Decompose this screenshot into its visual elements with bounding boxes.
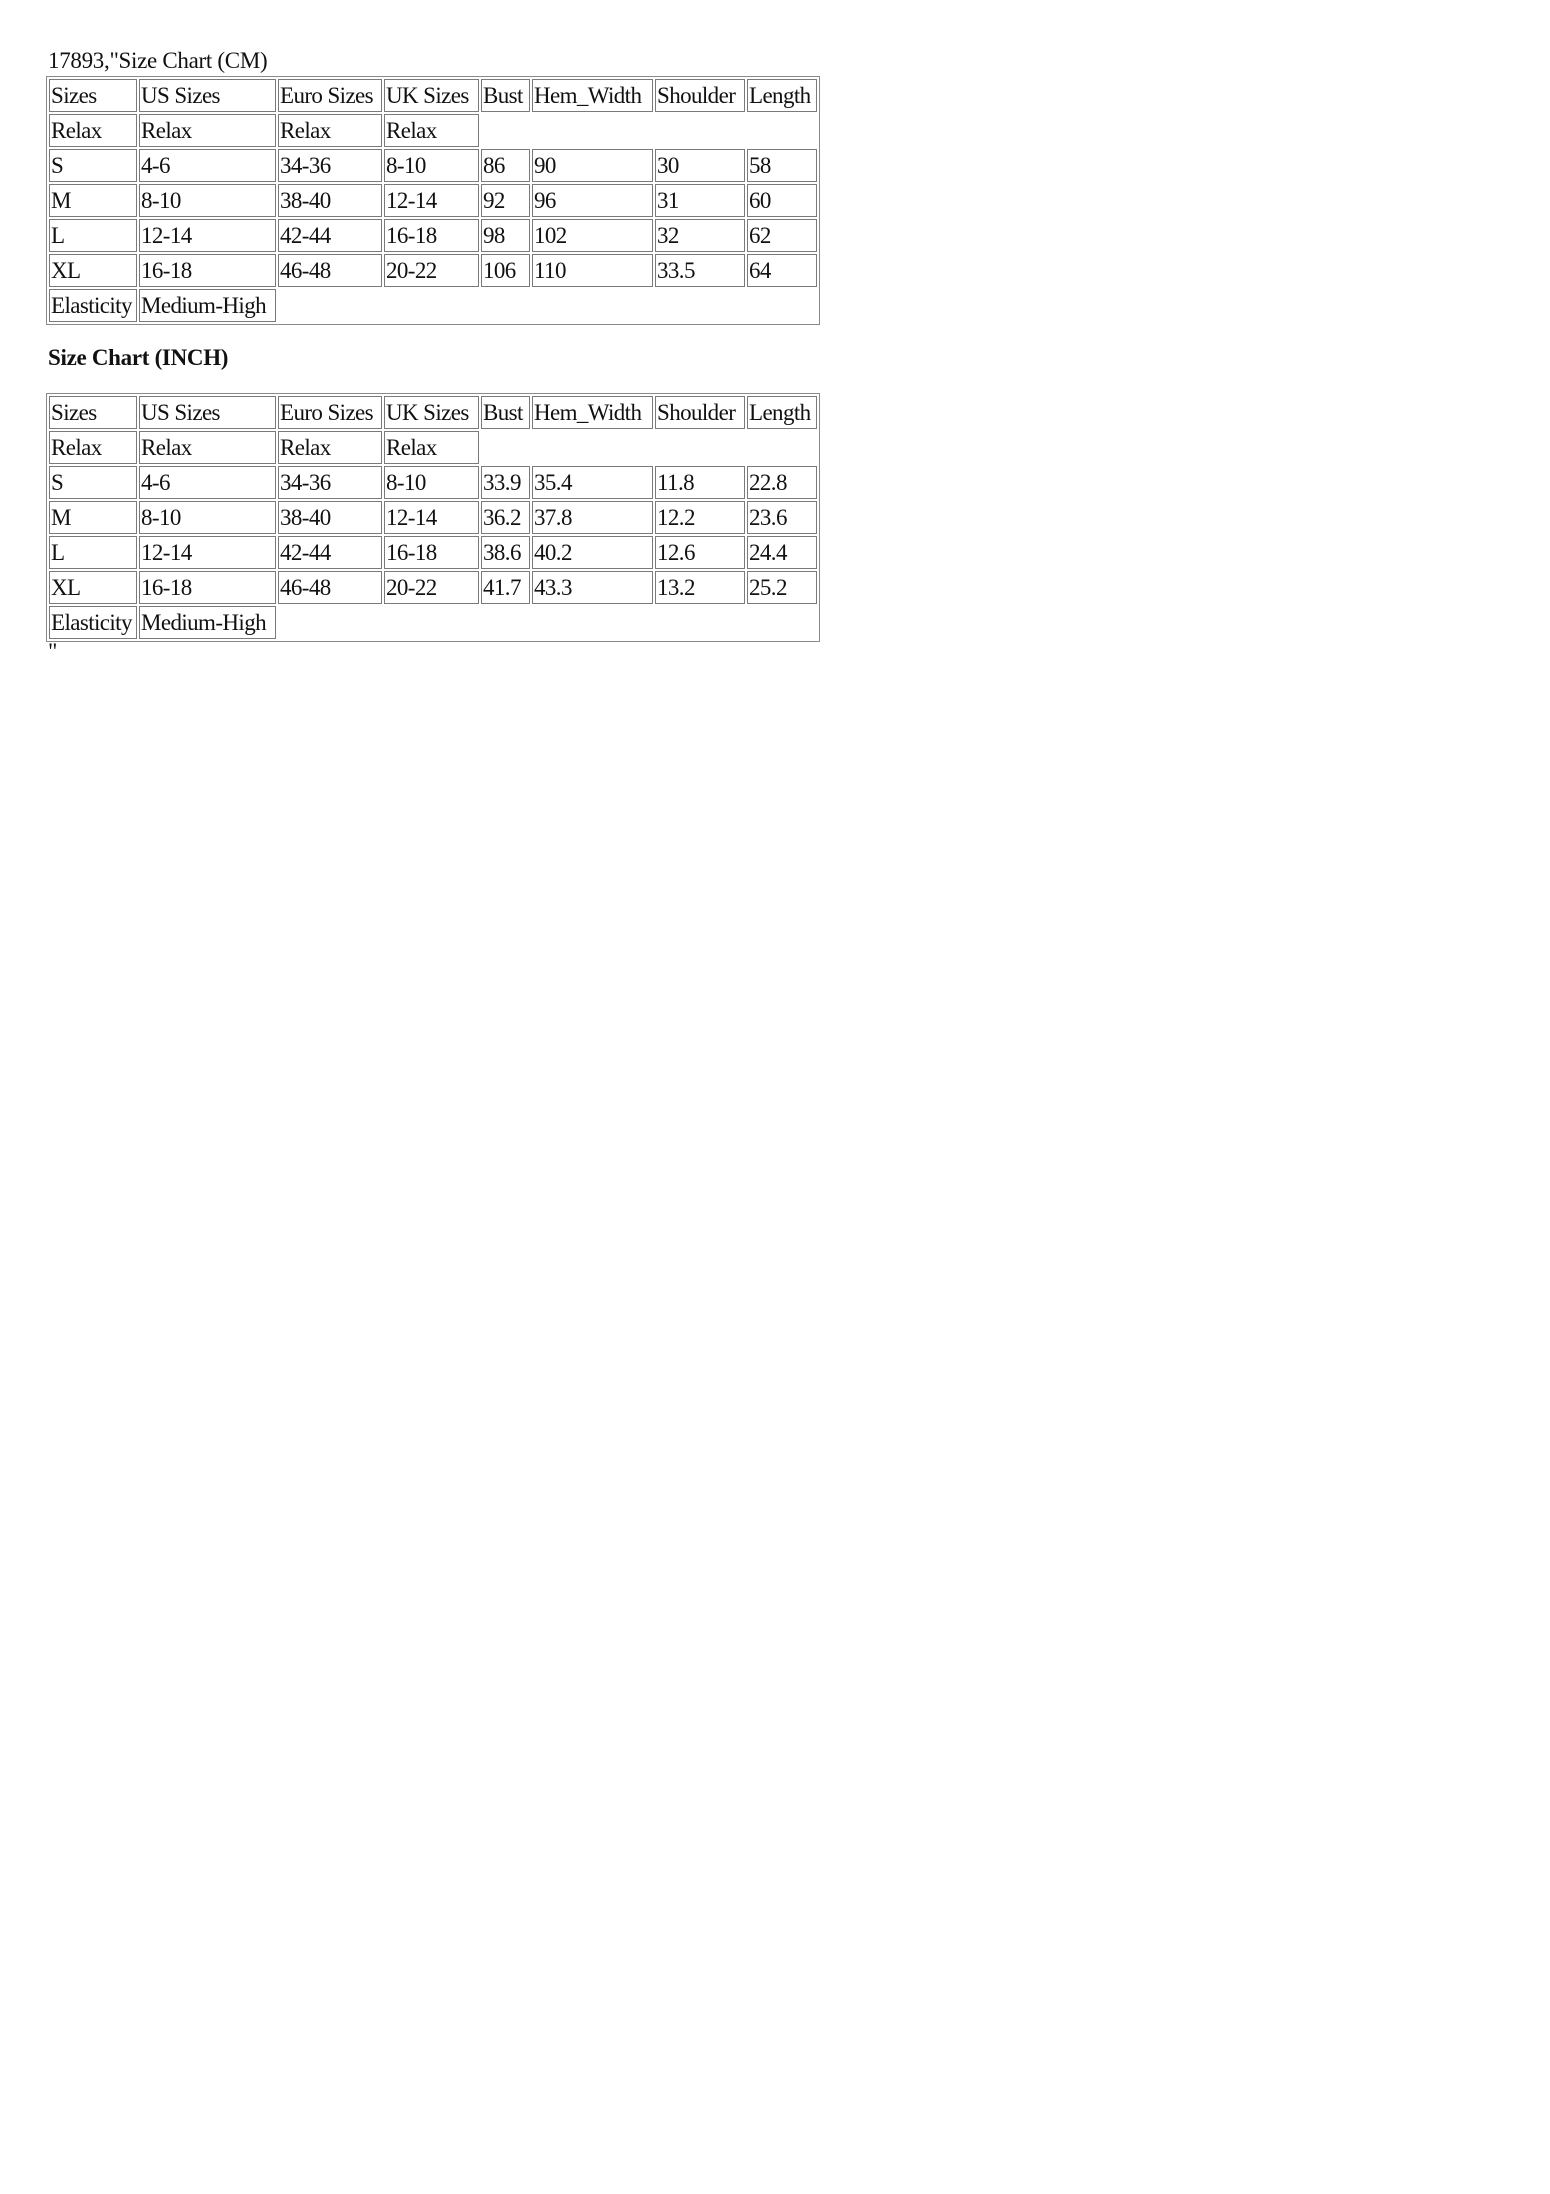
table-cell: 38.6 bbox=[481, 536, 530, 569]
table-cell: 34-36 bbox=[278, 466, 382, 499]
header-cell-us-sizes: US Sizes bbox=[139, 396, 276, 429]
relax-row bbox=[49, 431, 817, 464]
empty-cell bbox=[481, 431, 817, 464]
header-cell-shoulder: Shoulder bbox=[655, 79, 745, 112]
table-header-row bbox=[49, 79, 817, 112]
header-cell-sizes: Sizes bbox=[49, 79, 137, 112]
table-cell: 4-6 bbox=[139, 466, 276, 499]
table-cell: 12.6 bbox=[655, 536, 745, 569]
table-cell: Medium-High bbox=[139, 289, 276, 322]
table-cell: 8-10 bbox=[384, 149, 479, 182]
table-row bbox=[49, 571, 817, 604]
table-cell: XL bbox=[49, 571, 137, 604]
table-cell: 106 bbox=[481, 254, 530, 287]
table-cell: 102 bbox=[532, 219, 653, 252]
table-cell: 16-18 bbox=[384, 536, 479, 569]
table-row bbox=[49, 501, 817, 534]
table-cell: 46-48 bbox=[278, 254, 382, 287]
table-cell: 16-18 bbox=[139, 254, 276, 287]
table-cell: 8-10 bbox=[139, 501, 276, 534]
table-cell: 98 bbox=[481, 219, 530, 252]
inch-size-table bbox=[46, 393, 820, 642]
table-cell: 12-14 bbox=[384, 501, 479, 534]
table-cell: 12-14 bbox=[139, 536, 276, 569]
header-cell-bust: Bust bbox=[481, 79, 530, 112]
table-cell: Elasticity bbox=[49, 289, 137, 322]
table-cell: 12-14 bbox=[384, 184, 479, 217]
table-cell: 42-44 bbox=[278, 219, 382, 252]
empty-cell bbox=[278, 606, 817, 639]
document-page bbox=[48, 46, 820, 662]
closing-quote-text: " bbox=[48, 639, 58, 664]
table-cell: Relax bbox=[139, 431, 276, 464]
table-cell: 38-40 bbox=[278, 501, 382, 534]
table-cell: 37.8 bbox=[532, 501, 653, 534]
table-cell: Relax bbox=[49, 431, 137, 464]
table-cell: 22.8 bbox=[747, 466, 817, 499]
elasticity-row bbox=[49, 606, 817, 639]
table-cell: 60 bbox=[747, 184, 817, 217]
table-cell: Relax bbox=[384, 431, 479, 464]
table-cell: 25.2 bbox=[747, 571, 817, 604]
table-cell: S bbox=[49, 149, 137, 182]
table-cell: 38-40 bbox=[278, 184, 382, 217]
table-row bbox=[49, 536, 817, 569]
empty-cell bbox=[278, 289, 817, 322]
table-cell: 13.2 bbox=[655, 571, 745, 604]
header-cell-bust: Bust bbox=[481, 396, 530, 429]
table-cell: 35.4 bbox=[532, 466, 653, 499]
table-cell: 62 bbox=[747, 219, 817, 252]
header-cell-euro-sizes: Euro Sizes bbox=[278, 79, 382, 112]
table-cell: Relax bbox=[139, 114, 276, 147]
table-cell: 46-48 bbox=[278, 571, 382, 604]
table-cell: 64 bbox=[747, 254, 817, 287]
table-cell: 36.2 bbox=[481, 501, 530, 534]
table-cell: 96 bbox=[532, 184, 653, 217]
table-cell: 23.6 bbox=[747, 501, 817, 534]
cm-size-table bbox=[46, 76, 820, 325]
table-cell: 33.9 bbox=[481, 466, 530, 499]
table-cell: 12.2 bbox=[655, 501, 745, 534]
table-cell: 34-36 bbox=[278, 149, 382, 182]
table-cell: Relax bbox=[278, 114, 382, 147]
header-cell-uk-sizes: UK Sizes bbox=[384, 79, 479, 112]
table-cell: 24.4 bbox=[747, 536, 817, 569]
empty-cell bbox=[481, 114, 817, 147]
table-row bbox=[49, 254, 817, 287]
table-cell: 92 bbox=[481, 184, 530, 217]
table-header-row bbox=[49, 396, 817, 429]
table-cell: M bbox=[49, 184, 137, 217]
table-row bbox=[49, 149, 817, 182]
table-cell: 4-6 bbox=[139, 149, 276, 182]
cm-chart-heading: 17893,"Size Chart (CM) bbox=[48, 48, 268, 73]
table-cell: 20-22 bbox=[384, 254, 479, 287]
table-cell: 33.5 bbox=[655, 254, 745, 287]
header-cell-hem-width: Hem_Width bbox=[532, 79, 653, 112]
elasticity-row bbox=[49, 289, 817, 322]
header-cell-us-sizes: US Sizes bbox=[139, 79, 276, 112]
inch-chart-heading: Size Chart (INCH) bbox=[48, 345, 229, 370]
table-cell: 110 bbox=[532, 254, 653, 287]
header-cell-uk-sizes: UK Sizes bbox=[384, 396, 479, 429]
table-cell: L bbox=[49, 219, 137, 252]
table-cell: 42-44 bbox=[278, 536, 382, 569]
table-cell: 32 bbox=[655, 219, 745, 252]
table-cell: 8-10 bbox=[384, 466, 479, 499]
table-cell: 41.7 bbox=[481, 571, 530, 604]
table-row bbox=[49, 219, 817, 252]
table-row bbox=[49, 466, 817, 499]
table-cell: M bbox=[49, 501, 137, 534]
table-row bbox=[49, 184, 817, 217]
relax-row bbox=[49, 114, 817, 147]
table-cell: 31 bbox=[655, 184, 745, 217]
table-cell: 30 bbox=[655, 149, 745, 182]
table-cell: 43.3 bbox=[532, 571, 653, 604]
header-cell-euro-sizes: Euro Sizes bbox=[278, 396, 382, 429]
header-cell-length: Length bbox=[747, 396, 817, 429]
table-cell: Relax bbox=[49, 114, 137, 147]
table-cell: Relax bbox=[384, 114, 479, 147]
table-cell: Medium-High bbox=[139, 606, 276, 639]
header-cell-shoulder: Shoulder bbox=[655, 396, 745, 429]
table-cell: Relax bbox=[278, 431, 382, 464]
table-cell: Elasticity bbox=[49, 606, 137, 639]
table-cell: 11.8 bbox=[655, 466, 745, 499]
table-cell: 40.2 bbox=[532, 536, 653, 569]
table-cell: XL bbox=[49, 254, 137, 287]
table-cell: 12-14 bbox=[139, 219, 276, 252]
table-cell: S bbox=[49, 466, 137, 499]
header-cell-hem-width: Hem_Width bbox=[532, 396, 653, 429]
table-cell: 16-18 bbox=[384, 219, 479, 252]
table-cell: 20-22 bbox=[384, 571, 479, 604]
table-cell: 16-18 bbox=[139, 571, 276, 604]
table-cell: 86 bbox=[481, 149, 530, 182]
table-cell: 8-10 bbox=[139, 184, 276, 217]
table-cell: L bbox=[49, 536, 137, 569]
table-cell: 58 bbox=[747, 149, 817, 182]
header-cell-sizes: Sizes bbox=[49, 396, 137, 429]
table-cell: 90 bbox=[532, 149, 653, 182]
header-cell-length: Length bbox=[747, 79, 817, 112]
